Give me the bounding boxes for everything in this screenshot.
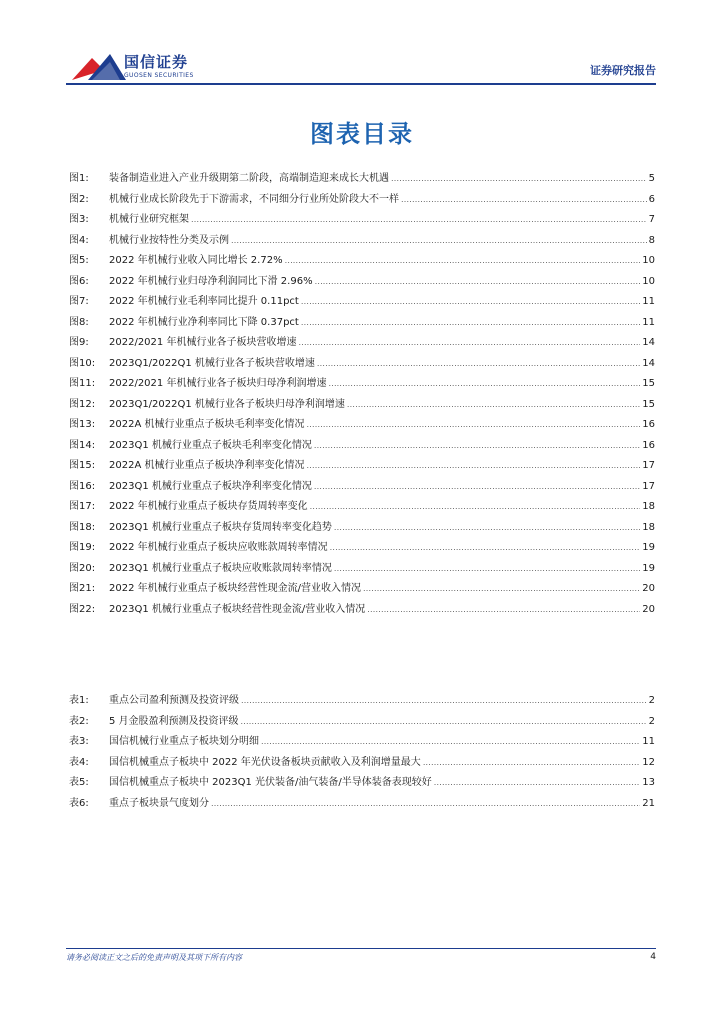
entry-label: 表6: [69,797,89,809]
table-entry[interactable] [69,732,655,753]
report-type-label: 证券研究报告 [590,64,656,77]
figure-entry[interactable] [69,477,655,498]
dot-leader [363,579,640,600]
entry-page-number: 11 [642,316,655,328]
figure-entry[interactable] [69,579,655,600]
entry-title: 2022 年机械行业归母净利润同比下滑 2.96% [109,275,313,287]
entry-page-number: 20 [642,603,655,615]
table-list [69,691,655,814]
entry-title: 2023Q1 机械行业重点子板块经营性现金流/营业收入情况 [109,603,366,615]
entry-label: 图10: [69,357,96,369]
entry-label: 图14: [69,439,96,451]
entry-label: 图20: [69,562,96,574]
entry-title: 2023Q1 机械行业重点子板块净利率变化情况 [109,480,312,492]
entry-title: 2022/2021 年机械行业各子板块归母净利润增速 [109,378,327,389]
dot-leader [330,538,641,559]
figure-entry[interactable] [69,456,655,477]
entry-page-number: 10 [642,255,655,266]
entry-title: 2022A 机械行业重点子板块净利率变化情况 [109,460,305,471]
entry-page-number: 15 [642,378,655,389]
footer-divider [66,948,656,949]
entry-page-number: 12 [642,756,655,768]
dot-leader [423,753,640,774]
entry-page-number: 2 [648,695,655,706]
entry-page-number: 21 [642,797,655,809]
figure-entry[interactable] [69,169,655,190]
entry-page-number: 19 [642,562,655,574]
dot-leader [315,272,641,293]
entry-page-number: 19 [642,542,655,553]
figure-entry[interactable] [69,518,655,539]
entry-label: 表4: [69,756,89,768]
entry-title: 重点子板块景气度划分 [109,797,209,809]
entry-title: 2022/2021 年机械行业各子板块营收增速 [109,337,297,348]
entry-label: 图21: [69,583,96,594]
footer-disclaimer: 请务必阅读正文之后的免责声明及其项下所有内容 [66,953,242,962]
figure-entry[interactable] [69,497,655,518]
entry-label: 表5: [69,777,89,788]
figure-entry[interactable] [69,333,655,354]
entry-label: 图7: [69,296,89,307]
entry-page-number: 11 [642,296,655,307]
dot-leader [261,732,640,753]
entry-page-number: 11 [642,736,655,747]
dot-leader [231,231,647,252]
page-title: 图表目录 [310,120,414,148]
page-header [0,0,724,90]
entry-title: 2022 年机械行业净利率同比下降 0.37pct [109,316,299,328]
entry-label: 图12: [69,398,96,410]
entry-page-number: 18 [642,501,655,512]
header-divider [66,83,656,85]
entry-page-number: 7 [648,214,655,225]
entry-page-number: 14 [642,357,655,369]
entry-page-number: 6 [648,193,655,205]
table-entry[interactable] [69,794,655,815]
table-entry[interactable] [69,712,655,733]
entry-label: 图22: [69,603,96,615]
figure-entry[interactable] [69,313,655,334]
figure-entry[interactable] [69,231,655,252]
entry-title: 国信机械重点子板块中 2022 年光伏设备板块贡献收入及利润增量最大 [109,756,421,768]
entry-label: 图1: [69,173,89,184]
entry-title: 2023Q1 机械行业重点子板块存货周转率变化趋势 [109,521,332,533]
entry-page-number: 17 [642,460,655,471]
entry-page-number: 2 [648,715,655,727]
brand-name-en: GUOSEN SECURITIES [124,72,194,79]
entry-label: 表3: [69,736,89,747]
entry-title: 国信机械重点子板块中 2023Q1 光伏装备/油气装备/半导体装备表现较好 [109,777,432,788]
entry-label: 图19: [69,542,96,553]
entry-page-number: 13 [642,777,655,788]
dot-leader [285,251,641,272]
entry-label: 表1: [69,695,89,706]
entry-label: 图9: [69,337,89,348]
entry-title: 装备制造业进入产业升级期第二阶段，高端制造迎来成长大机遇 [109,173,389,184]
dot-leader [314,436,640,457]
entry-page-number: 17 [642,480,655,492]
figure-entry[interactable] [69,190,655,211]
entry-page-number: 10 [642,275,655,287]
entry-label: 图8: [69,316,89,328]
entry-title: 5 月金股盈利预测及投资评级 [109,715,239,727]
figure-entry[interactable] [69,210,655,231]
entry-label: 图11: [69,378,96,389]
dot-leader [310,497,641,518]
entry-page-number: 20 [642,583,655,594]
entry-label: 表2: [69,715,89,727]
table-entry[interactable] [69,773,655,794]
figure-entry[interactable] [69,559,655,580]
entry-page-number: 8 [648,234,655,246]
dot-leader [191,210,647,231]
figure-entry[interactable] [69,251,655,272]
dot-leader [347,395,640,416]
dot-leader [241,691,647,712]
dot-leader [334,518,640,539]
dot-leader [334,559,640,580]
entry-title: 2022A 机械行业重点子板块毛利率变化情况 [109,419,305,430]
figure-list [69,169,655,620]
figure-entry[interactable] [69,272,655,293]
entry-title: 机械行业成长阶段先于下游需求，不同细分行业所处阶段大不一样 [109,193,399,205]
dot-leader [314,477,640,498]
brand-name-cn: 国信证券 [124,53,189,71]
entry-label: 图18: [69,521,96,533]
page-number: 4 [650,952,656,962]
entry-title: 机械行业按特性分类及示例 [109,234,229,246]
dot-leader [391,169,647,190]
figure-entry[interactable] [69,538,655,559]
entry-label: 图5: [69,255,89,266]
dot-leader [211,794,640,815]
figure-entry[interactable] [69,354,655,375]
dot-leader [367,600,640,621]
entry-label: 图4: [69,234,89,246]
entry-title: 2023Q1/2022Q1 机械行业各子板块营收增速 [109,357,315,369]
dot-leader [434,773,640,794]
figure-entry[interactable] [69,292,655,313]
entry-title: 2022 年机械行业重点子板块存货周转率变化 [109,501,308,512]
entry-page-number: 16 [642,419,655,430]
table-entry[interactable] [69,691,655,712]
entry-label: 图16: [69,480,96,492]
entry-label: 图2: [69,193,89,205]
entry-title: 2023Q1 机械行业重点子板块应收账款周转率情况 [109,562,332,574]
figure-entry[interactable] [69,395,655,416]
figure-entry[interactable] [69,600,655,621]
dot-leader [328,374,640,395]
entry-label: 图3: [69,214,89,225]
figure-entry[interactable] [69,436,655,457]
entry-label: 图15: [69,460,96,471]
entry-title: 2022 年机械行业毛利率同比提升 0.11pct [109,296,299,307]
entry-title: 机械行业研究框架 [109,214,189,225]
entry-title: 2022 年机械行业收入同比增长 2.72% [109,255,283,266]
table-entry[interactable] [69,753,655,774]
entry-page-number: 14 [642,337,655,348]
dot-leader [306,456,640,477]
dot-leader [298,333,640,354]
entry-label: 图6: [69,275,89,287]
entry-page-number: 16 [642,439,655,451]
entry-page-number: 18 [642,521,655,533]
guosen-logo-icon [70,50,130,84]
dot-leader [401,190,647,211]
entry-title: 2022 年机械行业重点子板块应收账款周转率情况 [109,542,328,553]
entry-label: 图17: [69,501,96,512]
entry-page-number: 15 [642,398,655,410]
figure-entry[interactable] [69,374,655,395]
entry-title: 2023Q1 机械行业重点子板块毛利率变化情况 [109,439,312,451]
dot-leader [301,292,640,313]
dot-leader [301,313,640,334]
entry-title: 重点公司盈利预测及投资评级 [109,695,239,706]
entry-label: 图13: [69,419,96,430]
dot-leader [317,354,640,375]
entry-title: 2022 年机械行业重点子板块经营性现金流/营业收入情况 [109,583,361,594]
entry-title: 国信机械行业重点子板块划分明细 [109,736,259,747]
figure-entry[interactable] [69,415,655,436]
entry-title: 2023Q1/2022Q1 机械行业各子板块归母净利润增速 [109,398,345,410]
dot-leader [306,415,640,436]
dot-leader [241,712,647,733]
entry-page-number: 5 [648,173,655,184]
